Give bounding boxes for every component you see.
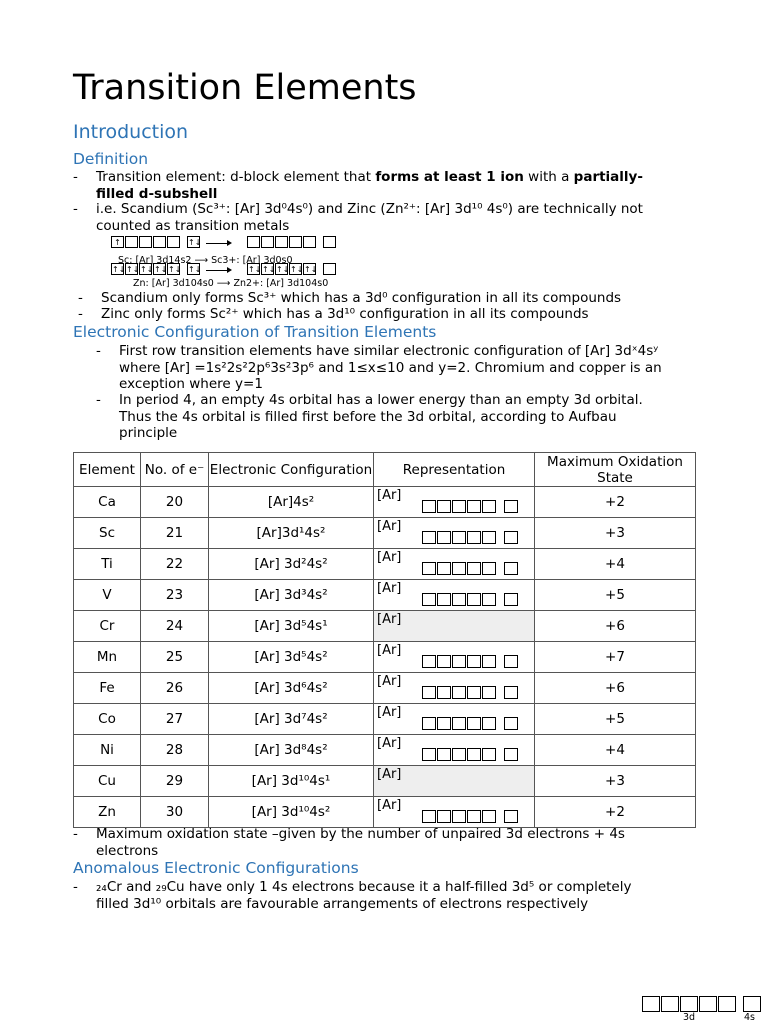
cell-element: Fe bbox=[74, 673, 141, 704]
orbital-box bbox=[642, 996, 660, 1012]
header-configuration: Electronic Configuration bbox=[209, 453, 374, 487]
orbital-boxes bbox=[422, 717, 519, 730]
header-element: Element bbox=[74, 453, 141, 487]
ec-text: In period 4, an empty 4s orbital has a lower energy than an empty 3d orbital. bbox=[119, 392, 643, 408]
orbital-boxes bbox=[422, 562, 519, 575]
zn-ion-orbital-diagram bbox=[247, 263, 337, 275]
bullet-dash: - bbox=[73, 201, 78, 217]
definition-bullet-2 bbox=[96, 201, 643, 234]
cell-representation bbox=[374, 797, 535, 828]
configuration-table bbox=[73, 452, 696, 828]
orbital-box: ↑↓ bbox=[168, 265, 182, 274]
orbital-box: ↑↓ bbox=[188, 238, 202, 247]
orbital-box bbox=[467, 531, 481, 544]
orbital-box bbox=[437, 562, 451, 575]
orbital-box: ↑↓ bbox=[262, 265, 276, 274]
core-label: [Ar] bbox=[377, 798, 402, 813]
cell-configuration: [Ar] 3d⁸4s² bbox=[209, 735, 374, 766]
orbital-box bbox=[452, 810, 466, 823]
cell-max-oxidation: +2 bbox=[535, 797, 696, 828]
orbital-box bbox=[482, 593, 496, 606]
orbital-box bbox=[467, 810, 481, 823]
orbital-box bbox=[422, 531, 436, 544]
cell-configuration: [Ar] 3d³4s² bbox=[209, 580, 374, 611]
cell-configuration: [Ar] 3d⁶4s² bbox=[209, 673, 374, 704]
definition-bold-text: forms at least 1 ion bbox=[375, 169, 524, 185]
cell-configuration: [Ar] 3d⁵4s² bbox=[209, 642, 374, 673]
bullet-dash: - bbox=[73, 826, 78, 842]
core-label: [Ar] bbox=[377, 643, 402, 658]
cell-electron-count: 27 bbox=[141, 704, 209, 735]
orbital-boxes bbox=[422, 748, 519, 761]
definition-text: counted as transition metals bbox=[96, 217, 290, 234]
orbital-box bbox=[467, 593, 481, 606]
orbital-box: ↑↓ bbox=[112, 265, 126, 274]
orbital-box bbox=[437, 500, 451, 513]
page-title: Transition Elements bbox=[73, 68, 417, 108]
cell-configuration: [Ar] 3d¹⁰4s¹ bbox=[209, 766, 374, 797]
cell-configuration: [Ar] 3d²4s² bbox=[209, 549, 374, 580]
orbital-box bbox=[153, 236, 166, 248]
bullet-dash: - bbox=[78, 306, 83, 322]
core-label: [Ar] bbox=[377, 674, 402, 689]
orbital-box bbox=[467, 562, 481, 575]
cell-element: Ti bbox=[74, 549, 141, 580]
zn-note: Zinc only forms Sc²⁺ which has a 3d¹⁰ configuration in all its compounds bbox=[101, 306, 589, 322]
header-representation: Representation bbox=[374, 453, 535, 487]
orbital-box bbox=[504, 655, 518, 668]
ec-text: exception where y=1 bbox=[119, 376, 263, 392]
cell-electron-count: 26 bbox=[141, 673, 209, 704]
orbital-box bbox=[504, 748, 518, 761]
orbital-box bbox=[261, 236, 274, 248]
cell-element: Cr bbox=[74, 611, 141, 642]
orbital-box bbox=[504, 562, 518, 575]
orbital-box bbox=[303, 236, 316, 248]
orbital-box: ↑↓ bbox=[126, 265, 140, 274]
orbital-box bbox=[437, 531, 451, 544]
bullet-dash: - bbox=[96, 392, 101, 408]
orbital-box bbox=[482, 686, 496, 699]
orbital-box bbox=[467, 500, 481, 513]
orbital-box bbox=[437, 717, 451, 730]
zn-config-label: Zn: [Ar] 3d104s0 ⟶ Zn2+: [Ar] 3d104s0 bbox=[133, 278, 329, 289]
orbital-box bbox=[482, 500, 496, 513]
orbital-box bbox=[422, 500, 436, 513]
arrow-icon bbox=[206, 243, 228, 244]
cell-element: Ni bbox=[74, 735, 141, 766]
anomalous-note bbox=[96, 879, 631, 912]
orbital-box bbox=[167, 236, 180, 248]
orbital-box: ↑↓ bbox=[188, 265, 202, 274]
note-text: ₂₄Cr and ₂₉Cu have only 1 4s electrons because it a half-filled 3d⁵ or completely bbox=[96, 879, 632, 895]
max-oxidation-note bbox=[96, 826, 625, 859]
orbital-boxes bbox=[422, 810, 519, 823]
cell-representation bbox=[374, 549, 535, 580]
orbital-box bbox=[437, 810, 451, 823]
orbital-box bbox=[743, 996, 761, 1012]
zn-orbital-diagram bbox=[111, 263, 201, 275]
footer-orbital-diagram bbox=[642, 996, 762, 1012]
header-max-oxidation: Maximum Oxidation State bbox=[535, 453, 696, 487]
cell-configuration: [Ar] 3d⁵4s¹ bbox=[209, 611, 374, 642]
arrow-icon bbox=[206, 270, 228, 271]
cell-max-oxidation: +4 bbox=[535, 549, 696, 580]
cell-representation bbox=[374, 642, 535, 673]
cell-configuration: [Ar] 3d⁷4s² bbox=[209, 704, 374, 735]
orbital-box bbox=[452, 500, 466, 513]
cell-max-oxidation: +5 bbox=[535, 580, 696, 611]
core-label: [Ar] bbox=[377, 705, 402, 720]
orbital-box bbox=[452, 686, 466, 699]
cell-representation bbox=[374, 735, 535, 766]
definition-text: i.e. Scandium (Sc³⁺: [Ar] 3d⁰4s⁰) and Zinc (Zn²⁺: [Ar] 3d¹⁰ 4s⁰) are technically not bbox=[96, 201, 643, 217]
table-row bbox=[74, 797, 696, 828]
orbital-box bbox=[504, 593, 518, 606]
cell-representation bbox=[374, 673, 535, 704]
sc-note: Scandium only forms Sc³⁺ which has a 3d⁰ configuration in all its compounds bbox=[101, 290, 622, 306]
orbital-box bbox=[482, 655, 496, 668]
core-label: [Ar] bbox=[377, 550, 402, 565]
cell-electron-count: 24 bbox=[141, 611, 209, 642]
cell-element: Zn bbox=[74, 797, 141, 828]
table-row bbox=[74, 549, 696, 580]
table-row bbox=[74, 673, 696, 704]
definition-text: Transition element: d-block element that bbox=[96, 169, 376, 185]
orbital-boxes bbox=[422, 531, 519, 544]
ec-bullet-1 bbox=[119, 343, 662, 393]
sc-config-label: Sc: [Ar] 3d14s2 ⟶ Sc3+: [Ar] 3d0s0 bbox=[118, 255, 293, 266]
orbital-box: ↑↓ bbox=[276, 265, 290, 274]
orbital-boxes bbox=[422, 686, 519, 699]
cell-configuration: [Ar]3d¹4s² bbox=[209, 518, 374, 549]
footer-3d-label: 3d bbox=[683, 1012, 696, 1023]
orbital-box bbox=[422, 717, 436, 730]
table-row bbox=[74, 766, 696, 797]
cell-element: Sc bbox=[74, 518, 141, 549]
electronic-configuration-heading: Electronic Configuration of Transition Elements bbox=[73, 323, 437, 341]
note-text: Maximum oxidation state –given by the number of unpaired 3d electrons + 4s bbox=[96, 826, 625, 842]
cell-electron-count: 22 bbox=[141, 549, 209, 580]
core-label: [Ar] bbox=[377, 612, 402, 627]
table-row bbox=[74, 580, 696, 611]
core-label: [Ar] bbox=[377, 488, 402, 503]
introduction-heading: Introduction bbox=[73, 121, 189, 143]
orbital-box bbox=[247, 236, 260, 248]
orbital-box bbox=[422, 655, 436, 668]
cell-max-oxidation: +2 bbox=[535, 487, 696, 518]
orbital-box bbox=[289, 236, 302, 248]
cell-representation bbox=[374, 580, 535, 611]
orbital-box bbox=[467, 655, 481, 668]
ec-text: First row transition elements have similar electronic configuration of [Ar] 3dˣ4sʸ bbox=[119, 343, 659, 359]
cell-representation bbox=[374, 611, 535, 642]
cell-electron-count: 25 bbox=[141, 642, 209, 673]
sc-ion-orbital-diagram bbox=[247, 236, 337, 248]
cell-element: V bbox=[74, 580, 141, 611]
orbital-box bbox=[422, 562, 436, 575]
core-label: [Ar] bbox=[377, 767, 402, 782]
orbital-box bbox=[504, 686, 518, 699]
cell-element: Ca bbox=[74, 487, 141, 518]
cell-representation bbox=[374, 766, 535, 797]
orbital-box: ↑↓ bbox=[140, 265, 154, 274]
orbital-box: ↑↓ bbox=[290, 265, 304, 274]
orbital-box bbox=[125, 236, 138, 248]
table-row bbox=[74, 642, 696, 673]
note-text: filled 3d¹⁰ orbitals are favourable arrangements of electrons respectively bbox=[96, 895, 589, 912]
cell-max-oxidation: +6 bbox=[535, 611, 696, 642]
orbital-box bbox=[275, 236, 288, 248]
orbital-box bbox=[422, 810, 436, 823]
orbital-box bbox=[699, 996, 717, 1012]
orbital-box: ↑↓ bbox=[248, 265, 262, 274]
orbital-box: ↑↓ bbox=[154, 265, 168, 274]
orbital-boxes bbox=[422, 500, 519, 513]
orbital-box bbox=[437, 748, 451, 761]
orbital-box bbox=[467, 717, 481, 730]
cell-max-oxidation: +6 bbox=[535, 673, 696, 704]
table-header-row bbox=[74, 453, 696, 487]
ec-bullet-2 bbox=[119, 392, 643, 442]
orbital-box bbox=[323, 263, 336, 275]
orbital-boxes bbox=[422, 655, 519, 668]
orbital-box bbox=[452, 748, 466, 761]
table-row bbox=[74, 487, 696, 518]
core-label: [Ar] bbox=[377, 519, 402, 534]
cell-electron-count: 20 bbox=[141, 487, 209, 518]
orbital-box bbox=[504, 500, 518, 513]
footer-4s-label: 4s bbox=[744, 1012, 755, 1023]
orbital-box bbox=[452, 593, 466, 606]
cell-electron-count: 29 bbox=[141, 766, 209, 797]
orbital-box bbox=[504, 717, 518, 730]
table-row bbox=[74, 704, 696, 735]
orbital-box bbox=[422, 748, 436, 761]
cell-representation bbox=[374, 518, 535, 549]
bullet-dash: - bbox=[78, 290, 83, 306]
sc-orbital-diagram bbox=[111, 236, 201, 248]
orbital-box bbox=[323, 236, 336, 248]
note-text: electrons bbox=[96, 842, 159, 859]
anomalous-configurations-heading: Anomalous Electronic Configurations bbox=[73, 859, 359, 877]
cell-max-oxidation: +5 bbox=[535, 704, 696, 735]
orbital-box bbox=[139, 236, 152, 248]
orbital-box bbox=[452, 562, 466, 575]
cell-representation bbox=[374, 487, 535, 518]
ec-text: Thus the 4s orbital is filled first before the 3d orbital, according to Aufbau bbox=[119, 408, 617, 425]
cell-representation bbox=[374, 704, 535, 735]
header-electron-count: No. of e⁻ bbox=[141, 453, 209, 487]
core-label: [Ar] bbox=[377, 581, 402, 596]
orbital-box bbox=[504, 531, 518, 544]
orbital-box bbox=[482, 717, 496, 730]
table-row bbox=[74, 735, 696, 766]
orbital-box bbox=[482, 748, 496, 761]
cell-element: Co bbox=[74, 704, 141, 735]
cell-electron-count: 21 bbox=[141, 518, 209, 549]
bullet-dash: - bbox=[73, 169, 78, 185]
orbital-box bbox=[504, 810, 518, 823]
definition-bold-text: filled d-subshell bbox=[96, 185, 218, 202]
orbital-box bbox=[680, 996, 698, 1012]
ec-text: principle bbox=[119, 425, 178, 441]
table-row bbox=[74, 611, 696, 642]
bullet-dash: - bbox=[73, 879, 78, 895]
orbital-box bbox=[467, 748, 481, 761]
cell-max-oxidation: +7 bbox=[535, 642, 696, 673]
cell-max-oxidation: +3 bbox=[535, 766, 696, 797]
orbital-box bbox=[452, 655, 466, 668]
orbital-box bbox=[422, 593, 436, 606]
cell-element: Cu bbox=[74, 766, 141, 797]
orbital-box bbox=[422, 686, 436, 699]
orbital-box: ↑ bbox=[111, 236, 124, 248]
core-label: [Ar] bbox=[377, 736, 402, 751]
orbital-box bbox=[661, 996, 679, 1012]
definition-bullet-1 bbox=[96, 169, 643, 202]
bullet-dash: - bbox=[96, 343, 101, 359]
definition-text: with a bbox=[523, 169, 574, 185]
cell-electron-count: 30 bbox=[141, 797, 209, 828]
cell-configuration: [Ar]4s² bbox=[209, 487, 374, 518]
orbital-box bbox=[452, 531, 466, 544]
cell-element: Mn bbox=[74, 642, 141, 673]
orbital-box bbox=[437, 686, 451, 699]
orbital-box bbox=[482, 562, 496, 575]
orbital-box: ↑↓ bbox=[304, 265, 318, 274]
cell-max-oxidation: +4 bbox=[535, 735, 696, 766]
table-row bbox=[74, 518, 696, 549]
definition-bold-text: partially- bbox=[573, 169, 643, 185]
orbital-boxes bbox=[422, 593, 519, 606]
orbital-box bbox=[437, 655, 451, 668]
orbital-box bbox=[452, 717, 466, 730]
cell-electron-count: 23 bbox=[141, 580, 209, 611]
orbital-box bbox=[482, 810, 496, 823]
cell-electron-count: 28 bbox=[141, 735, 209, 766]
orbital-box bbox=[467, 686, 481, 699]
orbital-box bbox=[718, 996, 736, 1012]
orbital-box bbox=[482, 531, 496, 544]
ec-text: where [Ar] =1s²2s²2p⁶3s²3p⁶ and 1≤x≤10 and y=2. Chromium and copper is an bbox=[119, 359, 662, 376]
orbital-box bbox=[437, 593, 451, 606]
cell-max-oxidation: +3 bbox=[535, 518, 696, 549]
definition-heading: Definition bbox=[73, 150, 149, 168]
cell-configuration: [Ar] 3d¹⁰4s² bbox=[209, 797, 374, 828]
